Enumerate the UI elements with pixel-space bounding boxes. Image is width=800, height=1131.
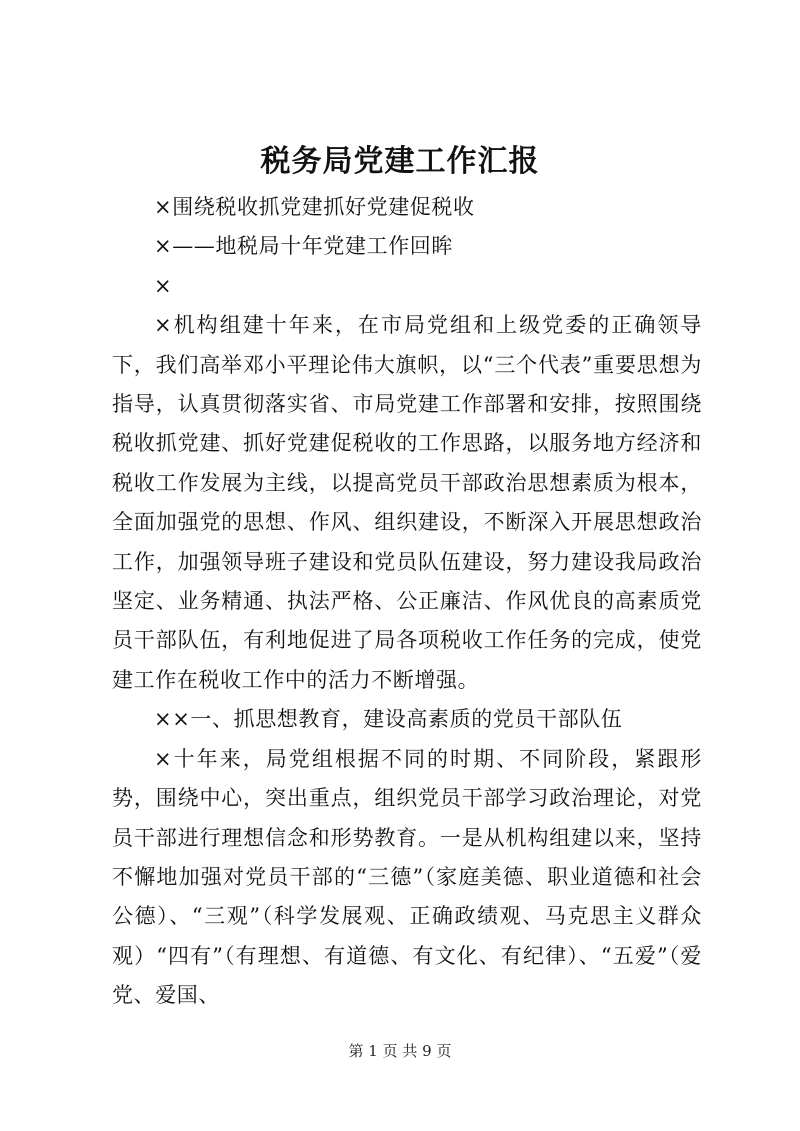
body-paragraph: ×机构组建十年来，在市局党组和上级党委的正确领导下，我们高举邓小平理论伟大旗帜，以“三个代表”重要思想为指导，认真贯彻落实省、市局党建工作部署和安排，按照围绕税收抓党建、抓好党建促税收的工作思路，以服务地方经济和税收工作发展为主线，以提高党员干部政治思想素质为根本，全面加强党的思想、作风、组织建设，不断深入开展思想政治工作，加强领导班子建设和党员队伍建设，努力建设我局政治坚定、业务精通、执法严格、公正廉洁、作风优良的高素质党员干部队伍，有利地促进了局各项税收工作任务的完成，使党建工作在税收工作中的活力不断增强。 [112,313,702,692]
section-heading: ××一、抓思想教育，建设高素质的党员干部队伍 [154,707,623,732]
subtitle-line: ×围绕税收抓党建抓好党建促税收 [154,195,475,219]
blank-marker-line: × [154,273,173,298]
subtitle-line: ×——地税局十年党建工作回眸 [154,234,453,259]
document-body [112,188,702,1016]
document-title: 税务局党建工作汇报 [260,144,540,179]
page-footer: 第 1 页 共 9 页 [348,1042,452,1060]
body-paragraph: ×十年来，局党组根据不同的时期、不同阶段，紧跟形势，围绕中心，突出重点，组织党员干部学习政治理论，对党员干部进行理想信念和形势教育。一是从机构组建以来，坚持不懈地加强对党员干部的“三德”（家庭美德、职业道德和社会公德）、“三观”（科学发展观、正确政绩观、马克思主义群众观）“四有”（有理想、有道德、有文化、有纪律）、“五爱”（爱党、爱国、 [112,746,702,1008]
